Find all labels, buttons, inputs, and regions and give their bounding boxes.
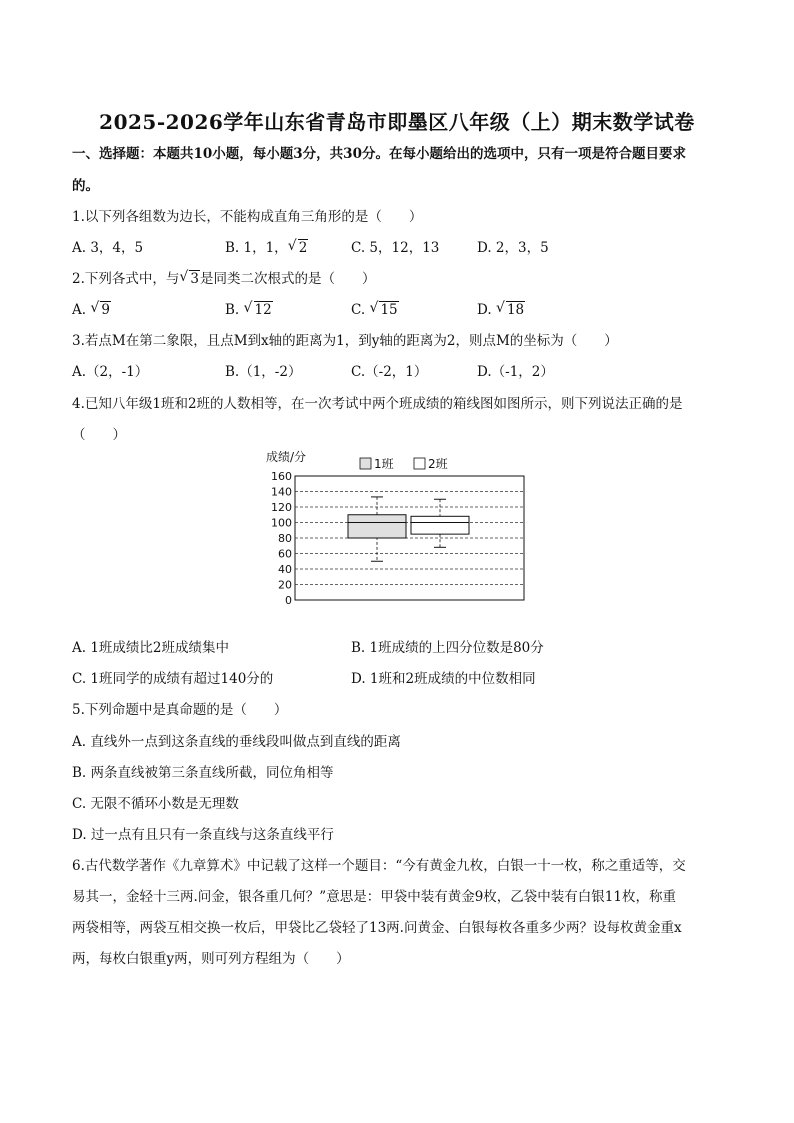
q1-option-c: C. 5，12，13: [351, 240, 440, 256]
q2-option-c-prefix: C.: [351, 302, 366, 318]
question-4-stem-line2: （ ）: [72, 427, 126, 443]
sqrt-symbol: √ 12: [243, 300, 272, 318]
question-6-line4: 两，每枚白银重y两，则可列方程组为（ ）: [72, 951, 350, 967]
q2-option-a-prefix: A.: [72, 302, 87, 318]
q3-option-d: D.（-1，2）: [477, 364, 554, 380]
y-tick-label: 60: [278, 547, 292, 561]
sqrt-symbol: √ 18: [495, 300, 525, 318]
question-4-stem-line1: 4.已知八年级1班和2班的人数相等，在一次考试中两个班成绩的箱线图如图所示，则下列说法正确的是: [72, 396, 683, 412]
legend-label: 1班: [374, 457, 394, 471]
y-axis-label: 成绩/分: [266, 450, 307, 464]
q2-option-a-radicand: 9: [101, 302, 110, 318]
q2-stem-radicand: 3: [190, 271, 199, 287]
q4-option-c: C. 1班同学的成绩有超过140分的: [72, 671, 274, 687]
q5-option-c: C. 无限不循环小数是无理数: [72, 796, 239, 812]
q3-option-a: A.（2，-1）: [72, 364, 149, 380]
q5-option-b: B. 两条直线被第三条直线所截，同位角相等: [72, 765, 334, 781]
question-6-line3: 两袋相等，两袋互相交换一枚后，甲袋比乙袋轻了13两.问黄金、白银每枚各重多少两？设每枚黄金重x: [72, 920, 682, 936]
q2-stem-post: 是同类二次根式的是（ ）: [199, 271, 376, 287]
section-heading-line1: 一、选择题：本题共10小题，每小题3分，共30分。在每小题给出的选项中，只有一项是符合题目要求: [72, 146, 686, 162]
y-tick-label: 20: [278, 578, 292, 592]
q4-option-b: B. 1班成绩的上四分位数是80分: [351, 640, 544, 656]
q2-option-b: [225, 301, 273, 319]
q3-option-b: B.（1，-2）: [225, 364, 302, 380]
y-tick-label: 100: [271, 516, 292, 530]
legend-swatch: [360, 458, 371, 469]
box-body: [411, 516, 469, 534]
q1-option-b-prefix: B. 1，1，: [225, 240, 288, 256]
q2-option-d: [477, 301, 525, 319]
q1-option-b-radicand: 2: [298, 240, 308, 256]
q1-option-a: A. 3，4，5: [72, 240, 144, 256]
q2-option-b-prefix: B.: [225, 302, 240, 318]
q2-option-d-prefix: D.: [477, 302, 492, 318]
legend-swatch: [414, 458, 425, 469]
q2-option-b-radicand: 12: [254, 302, 272, 318]
question-5-stem: 5.下列命题中是真命题的是（ ）: [72, 702, 288, 718]
box-plot-chart: [262, 446, 532, 610]
q2-stem-pre: 2.下列各式中，与: [72, 271, 180, 287]
q2-option-d-radicand: 18: [506, 302, 525, 318]
sqrt-symbol: √ 9: [90, 300, 110, 318]
q1-option-d: D. 2，3，5: [477, 240, 549, 256]
y-tick-label: 40: [278, 563, 292, 576]
q4-option-d: D. 1班和2班成绩的中位数相同: [351, 671, 536, 687]
page-title: 2025-2026学年山东省青岛市即墨区八年级（上）期末数学试卷: [99, 110, 695, 134]
q2-option-c-radicand: 15: [380, 302, 398, 318]
y-tick-label: 160: [271, 470, 292, 483]
y-tick-label: 80: [278, 532, 292, 545]
question-1-stem: 1.以下列各组数为边长，不能构成直角三角形的是（ ）: [72, 209, 423, 225]
y-tick-label: 120: [271, 501, 292, 514]
sqrt-symbol: √ 2: [287, 238, 308, 256]
question-6-line1: 6.古代数学著作《九章算术》中记载了这样一个题目：“今有黄金九枚，白银一十一枚，称之重适等，交: [72, 858, 686, 874]
box-body: [348, 515, 406, 538]
section-heading-line2: 的。: [72, 178, 99, 194]
q1-option-b: [225, 239, 308, 257]
q5-option-d: D. 过一点有且只有一条直线与这条直线平行: [72, 827, 334, 843]
q2-option-c: [351, 301, 399, 319]
y-tick-label: 0: [285, 594, 292, 607]
q2-option-a: [72, 301, 111, 319]
q4-option-a: A. 1班成绩比2班成绩集中: [72, 640, 230, 656]
question-6-line2: 易其一，金轻十三两.问金，银各重几何？”意思是：甲袋中装有黄金9枚，乙袋中装有白银11枚，称重: [72, 889, 676, 905]
question-3-stem: 3.若点M在第二象限，且点M到x轴的距离为1，到y轴的距离为2，则点M的坐标为（ ）: [72, 333, 618, 349]
question-2-stem: [72, 270, 375, 288]
legend-label: 2班: [428, 457, 448, 471]
q5-option-a: A. 直线外一点到这条直线的垂线段叫做点到直线的距离: [72, 734, 401, 750]
box-plot-svg: [262, 446, 532, 610]
plot-frame: [295, 476, 524, 600]
q3-option-c: C.（-2，1）: [351, 364, 428, 380]
sqrt-symbol: √ 15: [369, 300, 398, 318]
sqrt-symbol: √ 3: [179, 269, 199, 287]
y-tick-label: 140: [271, 485, 292, 499]
